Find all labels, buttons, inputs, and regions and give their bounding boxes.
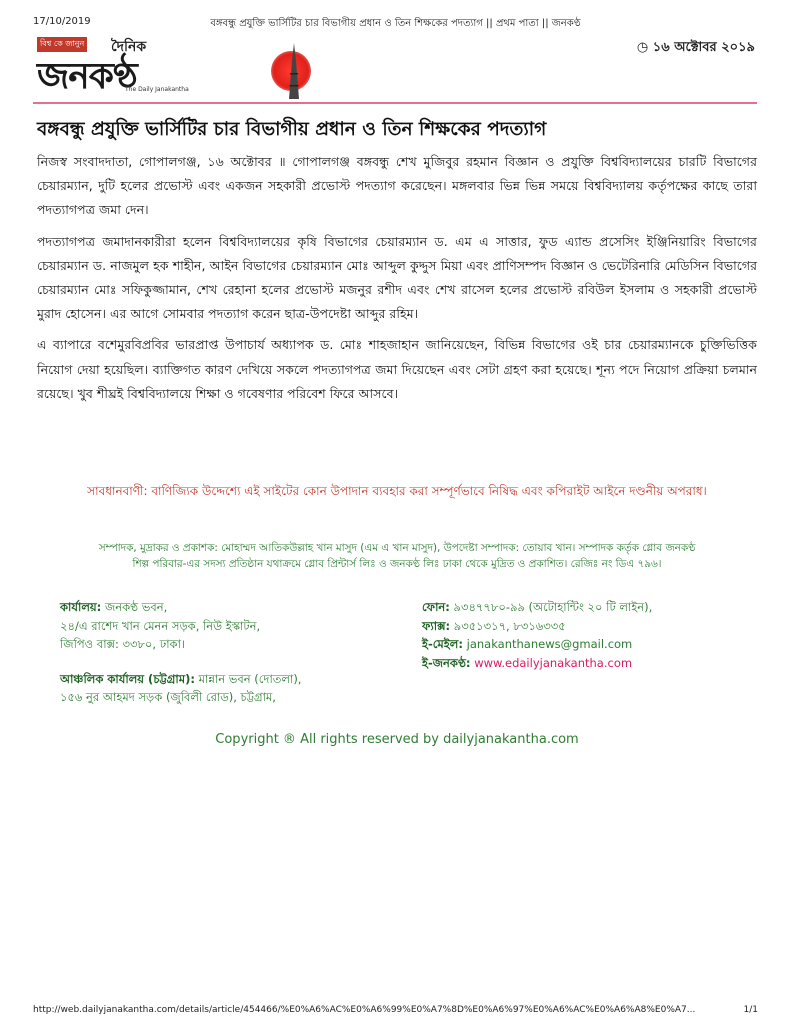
- regional-line: মান্নান ভবন (দোতলা),: [198, 671, 302, 686]
- article-headline: বঙ্গবন্ধু প্রযুক্তি ভার্সিটির চার বিভাগীয় প্রধান ও তিন শিক্ষকের পদত্যাগ: [37, 119, 547, 140]
- regional-line: ১৫৬ নুর আহমদ সড়ক (জুবিলী রোড), চট্টগ্রাম,: [60, 690, 276, 704]
- office-address: [60, 598, 390, 707]
- fax-value: ৯৩৫১৩১৭, ৮৩১৬৩৩৫: [453, 618, 566, 633]
- header-divider: [33, 102, 757, 104]
- print-url: http://web.dailyjanakantha.com/details/article/454466/%E0%A6%AC%E0%A6%99%E0%A7%8D%E0%A6%97%E0%A6%AC%E0%A6%A8%E0%A7...: [33, 1005, 696, 1015]
- contact-numbers: [422, 598, 752, 672]
- office-line: জনকণ্ঠ ভবন,: [104, 600, 168, 614]
- issue-date: [637, 38, 755, 59]
- masthead-name: জনকণ্ঠ: [37, 56, 137, 97]
- phone-value: ৯৩৪৭৭৮০-৯৯ (অটোহান্টিং ২০ টি লাইন),: [453, 600, 653, 614]
- fax-label: ফ্যাক্স:: [422, 618, 451, 633]
- office-line: ২৪/এ রাশেদ খান মেনন সড়ক, নিউ ইস্কাটন,: [60, 618, 261, 633]
- article-paragraph: এ ব্যাপারে বশেমুরবিপ্রবির ভারপ্রাপ্ত উপাচার্য অধ্যাপক ড. মোঃ শাহজাহান জানিয়েছেন, বিভিন্ন বিভাগের ওই চার চেয়ারম্যানকে চুক্তিভিত্তিক নিয়োগ দেয়া হয়েছিল। ব্যাক্তিগত কারণ দেখিয়ে সকলে পদত্যাগপত্র জমা দিয়েছেন এবং সেটা গ্রহণ করা হয়েছে। শূন্য পদে নিয়োগ প্রক্রিয়া চলমান রয়েছে। খুব শীঘ্রই বিশ্ববিদ্যালয়ে শিক্ষা ও গবেষণার পরিবেশ ফিরে আসবে।: [37, 337, 757, 401]
- print-page-title: বঙ্গবন্ধু প্রযুক্তি ভার্সিটির চার বিভাগীয় প্রধান ও তিন শিক্ষকের পদত্যাগ || প্রথম পাতা || জনকণ্ঠ: [210, 18, 581, 29]
- regional-office-label: আঞ্চলিক কার্যালয় (চট্টগ্রাম):: [60, 671, 195, 686]
- email-label: ই-মেইল:: [422, 637, 463, 651]
- phone-label: ফোন:: [422, 600, 450, 614]
- masthead-english-name: The Daily Janakantha: [125, 86, 189, 93]
- page-number: 1/1: [743, 1005, 758, 1015]
- masthead-tagline: বিশ্ব কে জানুন: [37, 37, 87, 52]
- clock-icon: ◷: [636, 40, 649, 55]
- article-body: [37, 150, 757, 413]
- copyright-warning: সাবধানবাণী: বাণিজ্যিক উদ্দেশ্যে এই সাইটের কোন উপাদান ব্যবহার করা সম্পূর্ণভাবে নিষিদ্ধ এবং কপিরাইট আইনে দণ্ডনীয় অপরাধ।: [87, 484, 707, 498]
- copyright-notice: Copyright ® All rights reserved by dailyjanakantha.com: [215, 732, 579, 747]
- masthead-logo[interactable]: [37, 37, 297, 101]
- print-date: 17/10/2019: [33, 16, 91, 27]
- office-label: কার্যালয়:: [60, 600, 102, 614]
- email-link[interactable]: janakanthanews@gmail.com: [466, 637, 633, 651]
- article-paragraph: পদত্যাগপত্র জমাদানকারীরা হলেন বিশ্ববিদ্যালয়ের কৃষি বিভাগের চেয়ারম্যান ড. এম এ সাত্তার, ফুড এ্যান্ড প্রসেসিং ইঞ্জিনিয়ারিং বিভাগের চেয়ারম্যান ড. নাজমুল হক শাহীন, আইন বিভাগের চেয়ারম্যান মোঃ আব্দুল কুদ্দুস মিয়া এবং প্রাণিসম্পদ বিজ্ঞান ও ভেটেরিনারি মেডিসিন বিভাগের চেয়ারম্যান মোঃ সফিকুজ্জামান, শেখ রেহানা হলের প্রভোস্ট মজনুর রশীদ এবং শেখ রাসেল হলের প্রভোস্ট রবিউল ইসলাম ও সহকারী প্রভোস্ট মুরাদ হোসেন। এর আগে সোমবার পদত্যাগ করেন ছাত্র-উপদেষ্টা আব্দুর রহিম।: [37, 233, 757, 322]
- tower-logo-icon: [287, 43, 301, 99]
- web-label: ই-জনকণ্ঠ:: [422, 655, 471, 670]
- editorial-credits: [37, 540, 757, 572]
- credits-line: শিল্প পরিবার-এর সদস্য প্রতিষ্ঠান যথাক্রমে গ্লোব প্রিন্টার্স লিঃ ও জনকণ্ঠ লিঃ ঢাকা থেকে মুদ্রিত ও প্রকাশিত। রেজিঃ নং ডিএ ৭৯৬।: [132, 558, 662, 570]
- website-link[interactable]: www.edailyjanakantha.com: [474, 655, 633, 670]
- article-paragraph: নিজস্ব সংবাদদাতা, গোপালগঞ্জ, ১৬ অক্টোবর ॥ গোপালগঞ্জ বঙ্গবন্ধু শেখ মুজিবুর রহমান বিজ্ঞান ও প্রযুক্তি বিশ্ববিদ্যালয়ের চারটি বিভাগের চেয়ারম্যান, দুটি হলের প্রভোস্ট এবং একজন সহকারী প্রভোস্ট পদত্যাগ করেছেন। মঙ্গলবার ভিন্ন ভিন্ন সময়ে বিশ্ববিদ্যালয় কর্তৃপক্ষের কাছে তারা পদত্যাগপত্র জমা দেন।: [37, 154, 757, 218]
- issue-date-text: ১৬ অক্টোবর ২০১৯: [652, 40, 755, 55]
- credits-line: সম্পাদক, মুদ্রাকর ও প্রকাশক: মোহাম্মদ আতিকউল্লাহ খান মাসুদ (এম এ খান মাসুদ), উপদেষ্টা সম্পাদক: তোয়াব খান। সম্পাদক কর্তৃক গ্লোব জনকণ্ঠ: [98, 542, 696, 554]
- masthead-dainik: দৈনিক: [111, 39, 147, 55]
- office-line: জিপিও বাক্স: ৩৩৮০, ঢাকা।: [60, 637, 186, 651]
